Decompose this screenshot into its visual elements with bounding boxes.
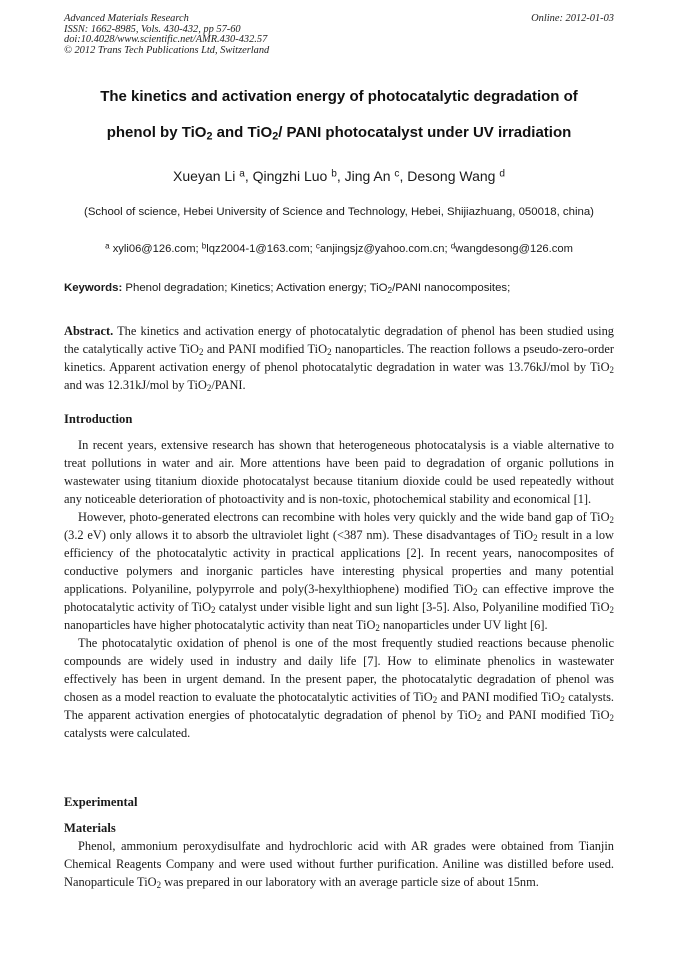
introduction-body <box>64 436 614 742</box>
subscript: 2 <box>609 515 614 526</box>
subscript: 2 <box>472 587 478 598</box>
text: The photocatalytic oxidation of phenol is one of the most frequently studied reactions because phenolic compounds are widely used in industry and daily life [7]. How to eliminate phenolics in wastewater effectively has been in urgent demand. In the present paper, the photocatalytic degradation of phenol was chosen as a model reaction to evaluate the photocatalytic activities of TiO <box>64 636 614 704</box>
subscript: 2 <box>560 695 565 706</box>
text: result in a low efficiency of the photocatalytic activity in practical applications [2]. In recent years, nanocomposites of conductive polymers and inorganic particles have interesting physical properties and many potential applications. Polyaniline, polypyrrole and poly(3-hexylthiophene) modified TiO <box>64 528 614 596</box>
subscript: 2 <box>211 605 216 616</box>
keywords-label: Keywords: <box>64 282 123 294</box>
affiliation: (School of science, Hebei University of Science and Technology, Hebei, Shijiazhuang, 050018, china) <box>84 206 594 218</box>
title-line-2 <box>40 124 638 141</box>
author-affil-mark: b <box>331 168 337 180</box>
subscript: 2 <box>609 713 614 724</box>
text: and PANI modified TiO <box>203 342 328 356</box>
email-address[interactable]: wangdesong@126.com <box>455 243 573 255</box>
abstract-paragraph <box>64 322 614 394</box>
subscript: 2 <box>199 347 204 358</box>
keywords-text: Phenol degradation; Kinetics; Activation energy; TiO <box>122 282 388 294</box>
author-list: Xueyan Li $^a$, Qingzhi Luo $^b$, Jing An $^c$, Desong Wang $^d$ <box>173 168 505 184</box>
text: and PANI modified TiO <box>481 708 610 722</box>
text: and was 12.31kJ/mol by TiO <box>64 378 207 392</box>
materials-paragraph <box>64 837 614 891</box>
email-address[interactable]: lqz2004-1@163.com; <box>206 243 313 255</box>
online-date: Online: 2012-01-03 <box>531 13 614 24</box>
keywords <box>64 282 614 294</box>
author-name: Jing An <box>344 168 391 184</box>
email-mark: d <box>450 241 456 251</box>
keywords-text: /PANI nanocomposites; <box>392 282 511 294</box>
email-address[interactable]: xyli06@126.com; <box>112 243 199 255</box>
abstract-label: Abstract. <box>64 324 114 338</box>
author-name: Qingzhi Luo <box>252 168 328 184</box>
materials-subheading: Materials <box>64 821 116 835</box>
author-affil-mark: d <box>499 168 505 180</box>
abstract <box>64 322 614 394</box>
title-text: / PANI photocatalyst under UV irradiation <box>278 124 572 141</box>
author-name: Xueyan Li <box>173 168 236 184</box>
email-address[interactable]: anjingsjz@yahoo.com.cn; <box>319 243 448 255</box>
author-affil-mark: c <box>394 168 400 180</box>
subscript: 2 <box>609 605 614 616</box>
text: was prepared in our laboratory with an average particle size of about 15nm. <box>161 875 539 889</box>
text: nanoparticles under UV light [6]. <box>379 618 548 632</box>
subscript: 2 <box>375 623 380 634</box>
subscript: 2 <box>387 286 393 296</box>
text: The kinetics and activation energy of photocatalytic degradation of phenol has been studied using the catalytically active TiO <box>64 324 614 356</box>
text: However, photo-generated electrons can recombine with holes very quickly and the wide band gap of TiO <box>78 510 610 524</box>
email-mark: b <box>201 241 207 251</box>
journal-name: Advanced Materials Research <box>64 13 189 24</box>
text: nanoparticles. The reaction follows a pseudo-zero-order kinetics. Apparent activation energy of phenol photocatalytic degradation in water was 13.76kJ/mol by TiO <box>64 342 614 374</box>
email-mark: c <box>315 241 320 251</box>
subscript: 2 <box>272 130 279 143</box>
copyright-line: © 2012 Trans Tech Publications Ltd, Switzerland <box>64 44 270 56</box>
text: catalysts. The apparent activation energies of photocatalytic degradation of phenol by TiO <box>64 690 614 722</box>
title-text: phenol by TiO <box>106 124 207 141</box>
text: catalysts were calculated. <box>64 726 191 740</box>
title-text: and TiO <box>212 124 273 141</box>
intro-paragraph-1: In recent years, extensive research has shown that heterogeneous photocatalysis is a viable alternative to treat pollutions in water and air. More attentions have been paid to degradation of organic pollutions in wastewater using titanium dioxide photocatalyst because titanium dioxide could be used repeatedly without any noticeable deterioration of photoactivity and is non-toxic, photochemical stability and economical [1]. <box>64 438 614 506</box>
subscript: 2 <box>327 347 332 358</box>
text: /PANI. <box>211 378 246 392</box>
subscript: 2 <box>432 695 438 706</box>
text: (3.2 eV) only allows it to absorb the ultraviolet light (<387 nm). These disadvantages of TiO <box>64 528 534 542</box>
text: catalyst under visible light and sun light [3-5]. Also, Polyaniline modified TiO <box>215 600 610 614</box>
author-name: Desong Wang <box>407 168 496 184</box>
subscript: 2 <box>206 383 212 394</box>
introduction-heading: Introduction <box>64 412 133 426</box>
subscript: 2 <box>206 130 213 143</box>
journal-header <box>64 14 269 56</box>
issn-line: ISSN: 1662-8985, Vols. 430-432, pp 57-60 <box>64 23 241 35</box>
title-line-1: The kinetics and activation energy of photocatalytic degradation of <box>100 88 578 105</box>
subscript: 2 <box>476 713 482 724</box>
experimental-body <box>64 837 614 891</box>
experimental-heading: Experimental <box>64 795 138 809</box>
text: and PANI modified TiO <box>437 690 561 704</box>
subscript: 2 <box>609 365 614 376</box>
text: can effective improve the photocatalytic activity of TiO <box>64 582 614 614</box>
subscript: 2 <box>533 533 538 544</box>
text: nanoparticles have higher photocatalytic activity than neat TiO <box>64 618 376 632</box>
intro-paragraph-3 <box>64 634 614 742</box>
subscript: 2 <box>156 880 162 891</box>
email-mark: a <box>105 241 110 251</box>
doi-line: doi:10.4028/www.scientific.net/AMR.430-432.57 <box>64 34 268 46</box>
author-affil-mark: a <box>239 168 245 180</box>
text: Phenol, ammonium peroxydisulfate and hydrochloric acid with AR grades were obtained from Tianjin Chemical Reagents Company and were used without further purification. Aniline was distilled before used. Nanoparticule TiO <box>64 839 614 889</box>
intro-paragraph-2 <box>64 508 614 634</box>
email-list <box>40 243 638 255</box>
